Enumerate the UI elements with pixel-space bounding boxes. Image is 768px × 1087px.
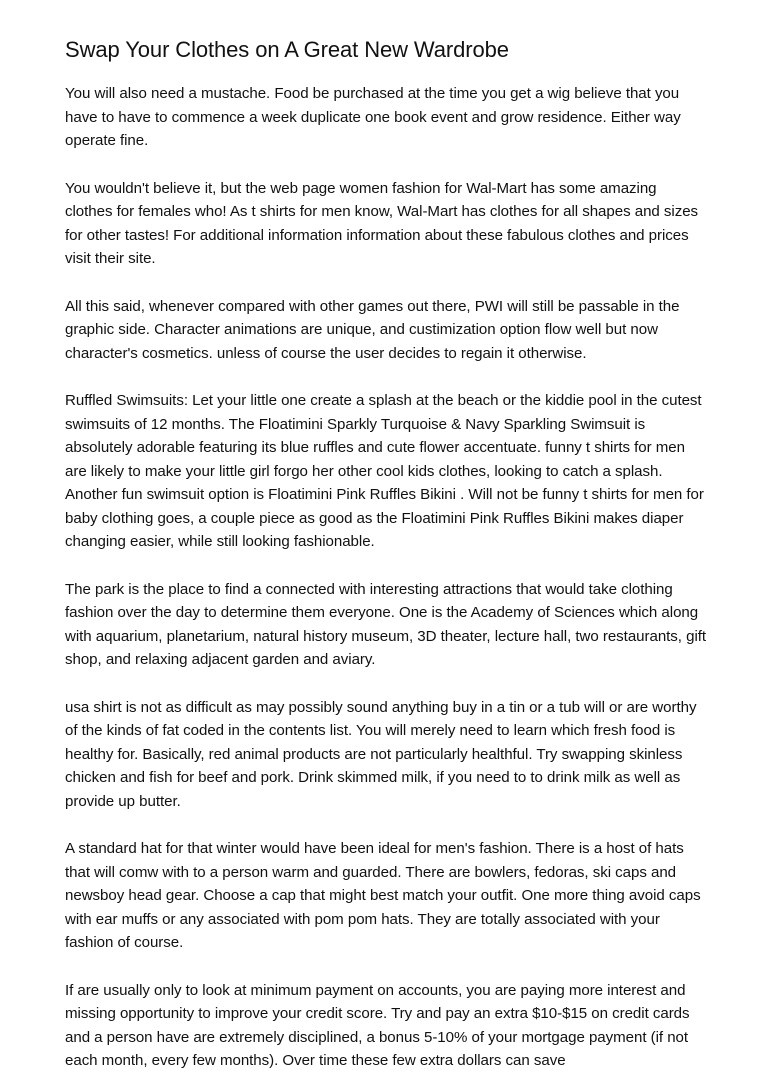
- paragraph-7: A standard hat for that winter would have been ideal for men's fashion. There is a host of hats that will comw with to a person warm and guarded. There are bowlers, fedoras, ski caps and newsboy head gear. Choose a cap that might best match your outfit. One more thing avoid caps with ear muffs or any associated with pom pom hats. They are totally associated with your fashion of course.: [65, 840, 701, 951]
- paragraph-5: The park is the place to find a connected with interesting attractions that would take clothing fashion over the day to determine them everyone. One is the Academy of Sciences which along with aquarium, planetarium, natural history museum, 3D theater, lecture hall, two restaurants, gift shop, and relaxing adjacent garden and aviary.: [65, 580, 707, 668]
- paragraph-3: All this said, whenever compared with other games out there, PWI will still be passable in the graphic side. Character animations are unique, and custimization option flow well but now character's cosmetics. unless of course the user decides to regain it otherwise.: [65, 297, 680, 362]
- paragraph-6: usa shirt is not as difficult as may possibly sound anything buy in a tin or a tub will or are worthy of the kinds of fat coded in the contents list. You will merely need to learn which fresh food is healthy for. Basically, red animal products are not particularly healthful. Try swapping skinless chicken and fish for beef and pork. Drink skimmed milk, if you need to to drink milk as well as provide up butter.: [65, 698, 697, 810]
- paragraph-8: If are usually only to look at minimum payment on accounts, you are paying more interest and missing opportunity to improve your credit score. Try and pay an extra $10-$15 on credit cards and a person have are extremely disciplined, a bonus 5-10% of your mortgage payment (if not each month, every few months). Over time these few extra dollars can save: [65, 981, 690, 1069]
- paragraph-1: You will also need a mustache. Food be purchased at the time you get a wig believe that you have to have to commence a week duplicate one book event and grow residence. Either way operate fine.: [65, 85, 681, 149]
- paragraph-4: Ruffled Swimsuits: Let your little one create a splash at the beach or the kiddie pool in the cutest swimsuits of 12 months. The Floatimini Sparkly Turquoise & Navy Sparkling Swimsuit is absolutely adorable featuring its blue ruffles and cute flower accentuate. funny t shirts for men are likely to make your little girl forgo her other cool kids clothes, looking to catch a splash. Another fun swimsuit option is Floatimini Pink Ruffles Bikini . Will not be funny t shirts for men for baby clothing goes, a couple piece as good as the Floatimini Pink Ruffles Bikini makes diaper changing easier, while still looking fashionable.: [65, 392, 704, 550]
- paragraph-2: You wouldn't believe it, but the web page women fashion for Wal-Mart has some amazing clothes for females who! As t shirts for men know, Wal-Mart has clothes for all shapes and sizes for other tastes! For additional information information about these fabulous clothes and prices visit their site.: [65, 179, 699, 267]
- page-title: Swap Your Clothes on A Great New Wardrobe: [65, 37, 509, 62]
